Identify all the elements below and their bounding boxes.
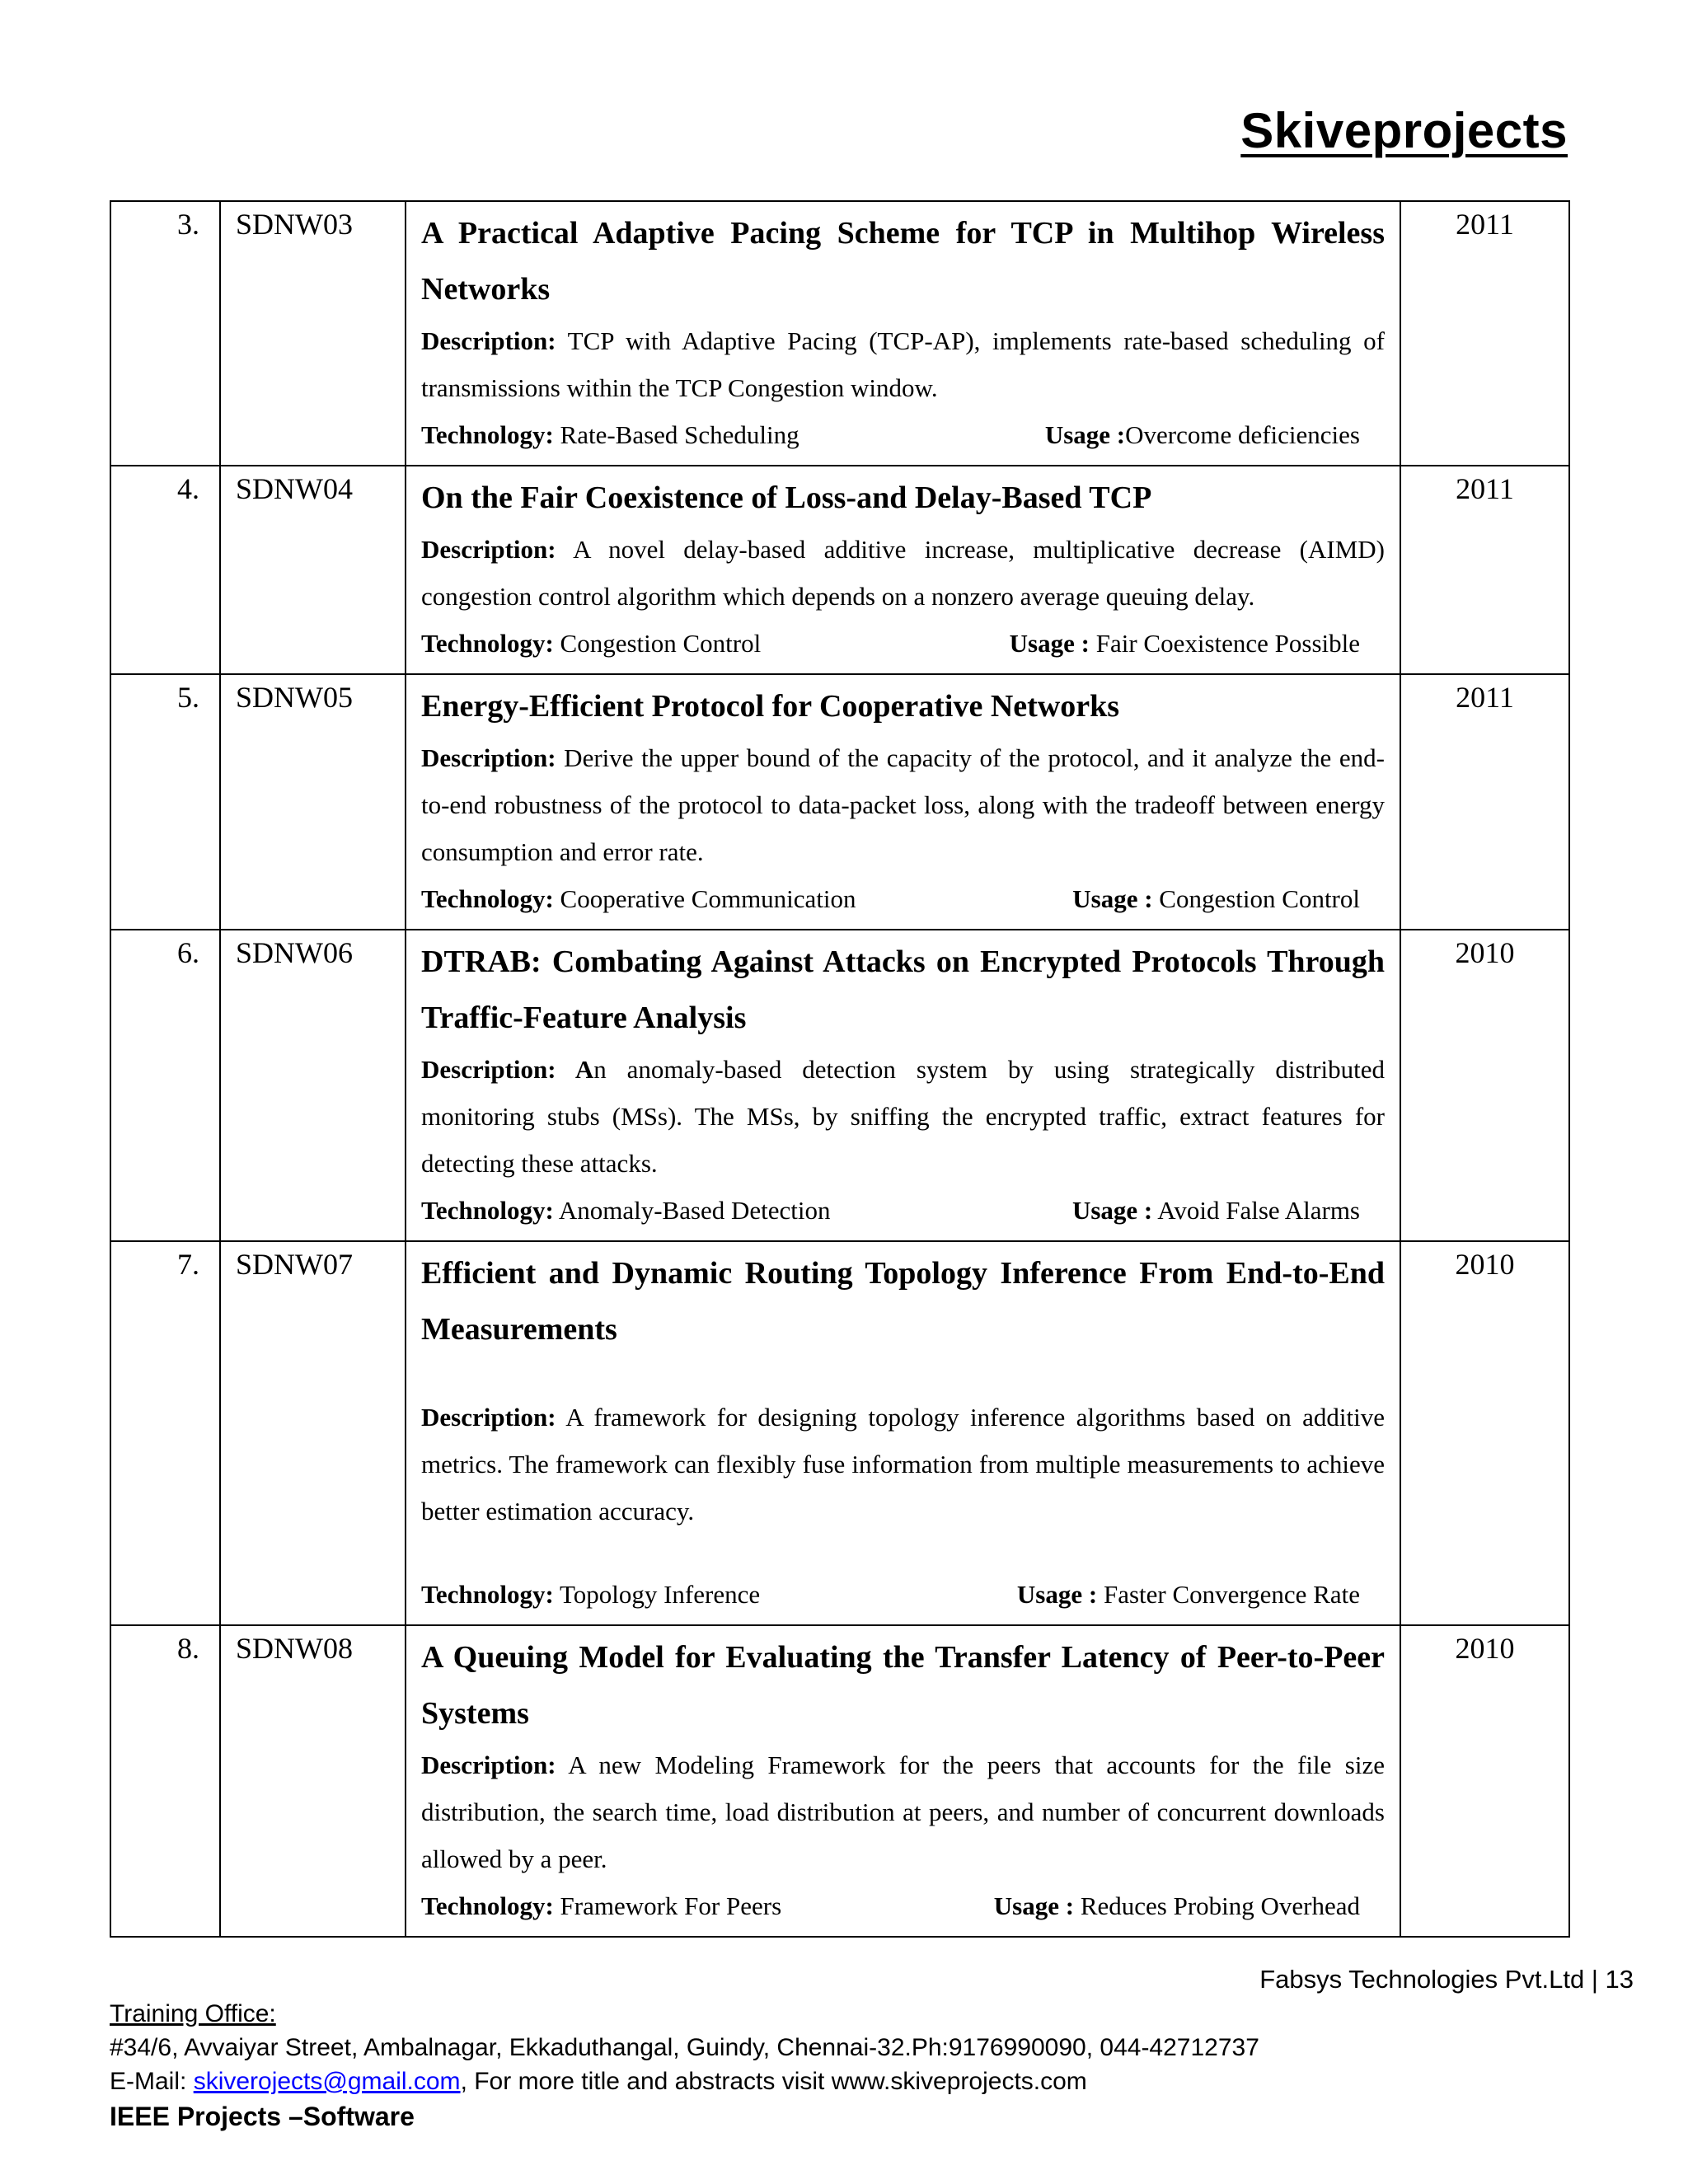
technology-line <box>421 1187 1385 1234</box>
technology-line <box>421 1571 1385 1618</box>
technology-label: Technology: <box>421 420 554 449</box>
project-title: DTRAB: Combating Against Attacks on Encrypted Protocols Through Traffic-Feature Analysis <box>421 944 1385 1035</box>
project-description <box>421 1394 1385 1535</box>
usage-value: Avoid False Alarms <box>1152 1196 1360 1225</box>
usage-value: Faster Convergence Rate <box>1097 1580 1360 1609</box>
technology-line <box>421 411 1385 458</box>
project-details <box>406 930 1400 1241</box>
email-line <box>110 2068 1087 2096</box>
table-row <box>110 1625 1569 1937</box>
technology-value: Congestion Control <box>553 629 762 658</box>
row-number: 4. <box>110 466 220 674</box>
spacer <box>421 1357 1385 1394</box>
company-page-number: Fabsys Technologies Pvt.Ltd | 13 <box>1259 1965 1634 1994</box>
technology-label: Technology: <box>421 884 554 913</box>
project-description <box>421 526 1385 620</box>
project-description <box>421 734 1385 875</box>
description-label: Description: <box>421 535 556 564</box>
usage <box>1045 411 1360 458</box>
technology-label: Technology: <box>421 1580 554 1609</box>
project-year: 2010 <box>1400 1241 1569 1625</box>
section-label: IEEE Projects –Software <box>110 2102 415 2131</box>
technology-label: Technology: <box>421 629 554 658</box>
description-text: A new Modeling Framework for the peers that accounts for the file size distribution, the search time, load distribution at peers, and number of concurrent downloads allowed by a peer. <box>421 1750 1385 1873</box>
project-code: SDNW03 <box>220 201 406 466</box>
project-year: 2010 <box>1400 930 1569 1241</box>
project-code: SDNW06 <box>220 930 406 1241</box>
description-text: n anomaly-based detection system by using strategically distributed monitoring stubs (MSs). The MSs, by sniffing the encrypted traffic, extract features for detecting these attacks. <box>421 1055 1385 1178</box>
description-text: A framework for designing topology inference algorithms based on additive metrics. The framework can flexibly fuse information from multiple measurements to achieve better estimation accuracy. <box>421 1403 1385 1526</box>
row-number: 6. <box>110 930 220 1241</box>
usage-label: Usage : <box>993 1891 1075 1920</box>
technology-value: Framework For Peers <box>553 1891 782 1920</box>
technology-value: Anomaly-Based Detection <box>553 1196 831 1225</box>
spacer <box>421 1535 1385 1571</box>
project-description <box>421 317 1385 411</box>
technology-value: Topology Inference <box>553 1580 761 1609</box>
project-description <box>421 1046 1385 1187</box>
projects-table <box>110 200 1570 1938</box>
project-code: SDNW04 <box>220 466 406 674</box>
description-label: Description: <box>421 743 556 772</box>
email-prefix: E-Mail: <box>110 2068 194 2095</box>
project-title: Energy-Efficient Protocol for Cooperative Networks <box>421 689 1120 724</box>
project-details <box>406 201 1400 466</box>
usage-value: Overcome deficiencies <box>1125 420 1360 449</box>
project-title: Efficient and Dynamic Routing Topology Inference From End-to-End Measurements <box>421 1256 1385 1347</box>
project-title: A Practical Adaptive Pacing Scheme for TCP in Multihop Wireless Networks <box>421 216 1385 307</box>
row-number: 3. <box>110 201 220 466</box>
technology-line <box>421 620 1385 667</box>
technology-line <box>421 1882 1385 1929</box>
row-number: 8. <box>110 1625 220 1937</box>
project-details <box>406 1625 1400 1937</box>
usage-value: Reduces Probing Overhead <box>1074 1891 1360 1920</box>
description-text: Derive the upper bound of the capacity of the protocol, and it analyze the end-to-end robustness of the protocol to data-packet loss, along with the tradeoff between energy consumption and error rate. <box>421 743 1385 866</box>
table-row <box>110 466 1569 674</box>
usage <box>1072 875 1360 922</box>
technology-label: Technology: <box>421 1196 554 1225</box>
technology-label: Technology: <box>421 1891 554 1920</box>
project-code: SDNW05 <box>220 674 406 930</box>
usage-label: Usage : <box>1044 420 1126 449</box>
brand-title: Skiveprojects <box>1240 103 1568 158</box>
usage <box>994 1882 1360 1929</box>
usage-label: Usage : <box>1071 1196 1153 1225</box>
project-year: 2011 <box>1400 466 1569 674</box>
usage-value: Fair Coexistence Possible <box>1089 629 1360 658</box>
usage-label: Usage : <box>1016 1580 1098 1609</box>
description-label: Description: A <box>421 1055 594 1084</box>
project-year: 2010 <box>1400 1625 1569 1937</box>
table-row <box>110 1241 1569 1625</box>
project-code: SDNW08 <box>220 1625 406 1937</box>
email-link[interactable]: skiverojects@gmail.com <box>193 2068 461 2095</box>
usage <box>1072 1187 1360 1234</box>
usage-value: Congestion Control <box>1152 884 1360 913</box>
description-text: A novel delay-based additive increase, multiplicative decrease (AIMD) congestion control algorithm which depends on a nonzero average queuing delay. <box>421 535 1385 611</box>
usage <box>1010 620 1360 667</box>
table-row <box>110 674 1569 930</box>
email-suffix: , For more title and abstracts visit www.skiveprojects.com <box>460 2068 1087 2095</box>
table-row <box>110 201 1569 466</box>
project-title: A Queuing Model for Evaluating the Transfer Latency of Peer-to-Peer Systems <box>421 1640 1385 1731</box>
description-label: Description: <box>421 1750 556 1779</box>
row-number: 5. <box>110 674 220 930</box>
project-year: 2011 <box>1400 674 1569 930</box>
project-title: On the Fair Coexistence of Loss-and Delay-Based TCP <box>421 480 1152 515</box>
project-year: 2011 <box>1400 201 1569 466</box>
description-label: Description: <box>421 1403 556 1432</box>
project-description <box>421 1741 1385 1882</box>
technology-value: Cooperative Communication <box>553 884 856 913</box>
project-code: SDNW07 <box>220 1241 406 1625</box>
description-label: Description: <box>421 326 556 355</box>
row-number: 7. <box>110 1241 220 1625</box>
usage <box>1017 1571 1360 1618</box>
table-row <box>110 930 1569 1241</box>
office-heading: Training Office: <box>110 2000 276 2027</box>
office-address: #34/6, Avvaiyar Street, Ambalnagar, Ekkaduthangal, Guindy, Chennai-32.Ph:9176990090, 044-42712737 <box>110 2034 1259 2061</box>
technology-line <box>421 875 1385 922</box>
technology-value: Rate-Based Scheduling <box>553 420 799 449</box>
usage-label: Usage : <box>1072 884 1153 913</box>
project-details <box>406 674 1400 930</box>
project-details <box>406 1241 1400 1625</box>
project-details <box>406 466 1400 674</box>
description-text: TCP with Adaptive Pacing (TCP-AP), implements rate-based scheduling of transmissions within the TCP Congestion window. <box>421 326 1385 402</box>
usage-label: Usage : <box>1009 629 1090 658</box>
